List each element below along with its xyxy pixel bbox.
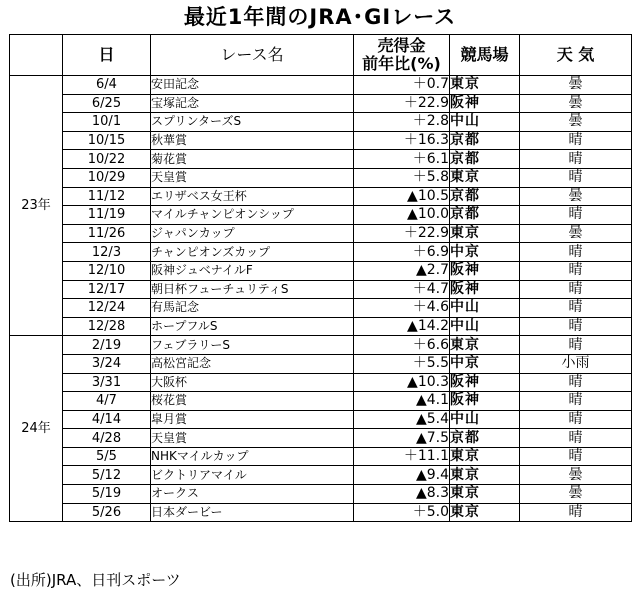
cell-venue: 中京: [450, 243, 520, 262]
table-row: [10, 94, 632, 113]
cell-venue: 東京: [450, 76, 520, 95]
cell-venue: 東京: [450, 503, 520, 522]
cell-race-name: 天皇賞: [151, 429, 354, 448]
cell-weather: 晴: [520, 131, 632, 150]
cell-weather: 曇: [520, 485, 632, 504]
cell-weather: 晴: [520, 410, 632, 429]
cell-date: 11/19: [63, 206, 151, 225]
cell-weather: 晴: [520, 261, 632, 280]
cell-venue: 京都: [450, 206, 520, 225]
cell-venue: 京都: [450, 429, 520, 448]
table-row: [10, 243, 632, 262]
table-row: [10, 429, 632, 448]
cell-sales-yoy: ▲10.5: [354, 187, 450, 206]
cell-race-name: 皐月賞: [151, 410, 354, 429]
cell-venue: 阪神: [450, 94, 520, 113]
cell-race-name: 秋華賞: [151, 131, 354, 150]
header-row: [10, 35, 632, 76]
cell-venue: 東京: [450, 168, 520, 187]
cell-venue: 東京: [450, 485, 520, 504]
cell-race-name: ホープフルS: [151, 317, 354, 336]
cell-date: 11/26: [63, 224, 151, 243]
table-row: [10, 261, 632, 280]
cell-date: 5/26: [63, 503, 151, 522]
cell-sales-yoy: ▲14.2: [354, 317, 450, 336]
cell-sales-yoy: ＋0.7: [354, 76, 450, 95]
cell-date: 3/31: [63, 373, 151, 392]
cell-weather: 曇: [520, 187, 632, 206]
cell-venue: 中山: [450, 113, 520, 132]
cell-race-name: 桜花賞: [151, 392, 354, 411]
cell-sales-yoy: ＋5.0: [354, 503, 450, 522]
cell-weather: 晴: [520, 447, 632, 466]
cell-race-name: チャンピオンズカップ: [151, 243, 354, 262]
header-venue: 競馬場: [450, 35, 520, 76]
cell-race-name: 有馬記念: [151, 299, 354, 318]
table-row: [10, 410, 632, 429]
cell-race-name: マイルチャンピオンシップ: [151, 206, 354, 225]
cell-sales-yoy: ＋4.6: [354, 299, 450, 318]
cell-race-name: ビクトリアマイル: [151, 466, 354, 485]
cell-race-name: スプリンターズS: [151, 113, 354, 132]
cell-date: 12/3: [63, 243, 151, 262]
cell-date: 12/17: [63, 280, 151, 299]
cell-weather: 曇: [520, 94, 632, 113]
table-row: [10, 113, 632, 132]
cell-date: 4/28: [63, 429, 151, 448]
cell-weather: 晴: [520, 392, 632, 411]
cell-date: 12/10: [63, 261, 151, 280]
cell-race-name: エリザベス女王杯: [151, 187, 354, 206]
table-row: [10, 503, 632, 522]
source-note: (出所)JRA、日刊スポーツ: [10, 571, 181, 589]
cell-venue: 京都: [450, 187, 520, 206]
header-sales-line2: 前年比(%): [362, 54, 441, 73]
cell-date: 2/19: [63, 336, 151, 355]
cell-weather: 曇: [520, 76, 632, 95]
cell-venue: 東京: [450, 447, 520, 466]
table-row: [10, 392, 632, 411]
cell-date: 3/24: [63, 354, 151, 373]
cell-venue: 阪神: [450, 392, 520, 411]
cell-weather: 曇: [520, 224, 632, 243]
cell-venue: 中山: [450, 317, 520, 336]
cell-venue: 阪神: [450, 261, 520, 280]
cell-venue: 京都: [450, 131, 520, 150]
year-group-label: 23年: [10, 76, 63, 336]
cell-weather: 晴: [520, 503, 632, 522]
cell-sales-yoy: ＋5.5: [354, 354, 450, 373]
table-row: [10, 168, 632, 187]
table-row: [10, 131, 632, 150]
table-row: [10, 206, 632, 225]
cell-race-name: 高松宮記念: [151, 354, 354, 373]
cell-weather: 晴: [520, 373, 632, 392]
cell-weather: 晴: [520, 280, 632, 299]
cell-sales-yoy: ＋5.8: [354, 168, 450, 187]
cell-sales-yoy: ＋6.1: [354, 150, 450, 169]
cell-date: 11/12: [63, 187, 151, 206]
table-row: [10, 224, 632, 243]
cell-sales-yoy: ▲7.5: [354, 429, 450, 448]
cell-race-name: 朝日杯フューチュリティS: [151, 280, 354, 299]
cell-race-name: 大阪杯: [151, 373, 354, 392]
cell-sales-yoy: ＋2.8: [354, 113, 450, 132]
cell-sales-yoy: ▲5.4: [354, 410, 450, 429]
table-row: [10, 299, 632, 318]
table-row: [10, 150, 632, 169]
table-row: [10, 336, 632, 355]
header-weather: 天 気: [520, 35, 632, 76]
header-race-name: レース名: [151, 35, 354, 76]
cell-venue: 中山: [450, 299, 520, 318]
cell-venue: 中山: [450, 410, 520, 429]
cell-sales-yoy: ▲10.3: [354, 373, 450, 392]
table-row: [10, 76, 632, 95]
table-row: [10, 317, 632, 336]
cell-weather: 晴: [520, 206, 632, 225]
cell-weather: 晴: [520, 429, 632, 448]
gi-race-table: [9, 34, 632, 522]
header-sales-line1: 売得金: [377, 36, 426, 55]
cell-sales-yoy: ＋22.9: [354, 94, 450, 113]
cell-venue: 阪神: [450, 280, 520, 299]
cell-weather: 晴: [520, 336, 632, 355]
year-group-label: 24年: [10, 336, 63, 522]
table-row: [10, 466, 632, 485]
cell-date: 4/14: [63, 410, 151, 429]
cell-date: 4/7: [63, 392, 151, 411]
cell-sales-yoy: ▲10.0: [354, 206, 450, 225]
cell-weather: 晴: [520, 243, 632, 262]
cell-race-name: 安田記念: [151, 76, 354, 95]
cell-date: 10/1: [63, 113, 151, 132]
cell-weather: 晴: [520, 150, 632, 169]
cell-sales-yoy: ＋22.9: [354, 224, 450, 243]
cell-weather: 曇: [520, 113, 632, 132]
cell-sales-yoy: ＋6.6: [354, 336, 450, 355]
cell-race-name: 宝塚記念: [151, 94, 354, 113]
cell-date: 10/29: [63, 168, 151, 187]
cell-sales-yoy: ▲8.3: [354, 485, 450, 504]
header-sales-yoy: [354, 35, 450, 76]
cell-sales-yoy: ▲9.4: [354, 466, 450, 485]
cell-sales-yoy: ＋16.3: [354, 131, 450, 150]
cell-date: 5/12: [63, 466, 151, 485]
cell-date: 5/19: [63, 485, 151, 504]
cell-weather: 晴: [520, 299, 632, 318]
cell-race-name: ジャパンカップ: [151, 224, 354, 243]
cell-venue: 京都: [450, 150, 520, 169]
cell-weather: 曇: [520, 466, 632, 485]
table-row: [10, 187, 632, 206]
cell-sales-yoy: ▲2.7: [354, 261, 450, 280]
cell-sales-yoy: ＋4.7: [354, 280, 450, 299]
cell-date: 12/28: [63, 317, 151, 336]
cell-weather: 晴: [520, 317, 632, 336]
cell-venue: 阪神: [450, 373, 520, 392]
table-body: [10, 76, 632, 522]
cell-sales-yoy: ＋6.9: [354, 243, 450, 262]
table-row: [10, 280, 632, 299]
cell-weather: 晴: [520, 168, 632, 187]
table-row: [10, 447, 632, 466]
cell-date: 6/25: [63, 94, 151, 113]
table-row: [10, 373, 632, 392]
cell-date: 6/4: [63, 76, 151, 95]
cell-date: 12/24: [63, 299, 151, 318]
header-date: 日: [63, 35, 151, 76]
cell-date: 5/5: [63, 447, 151, 466]
cell-race-name: 日本ダービー: [151, 503, 354, 522]
cell-venue: 東京: [450, 336, 520, 355]
cell-race-name: NHKマイルカップ: [151, 447, 354, 466]
cell-venue: 中京: [450, 354, 520, 373]
header-era: [10, 35, 63, 76]
table-row: [10, 354, 632, 373]
cell-sales-yoy: ＋11.1: [354, 447, 450, 466]
cell-race-name: 阪神ジュベナイルF: [151, 261, 354, 280]
table-title: 最近1年間のJRA･GⅠレース: [183, 5, 457, 29]
cell-race-name: 天皇賞: [151, 168, 354, 187]
cell-date: 10/15: [63, 131, 151, 150]
cell-race-name: 菊花賞: [151, 150, 354, 169]
cell-venue: 東京: [450, 466, 520, 485]
table-row: [10, 485, 632, 504]
cell-race-name: オークス: [151, 485, 354, 504]
cell-venue: 東京: [450, 224, 520, 243]
cell-weather: 小雨: [520, 354, 632, 373]
cell-sales-yoy: ▲4.1: [354, 392, 450, 411]
cell-date: 10/22: [63, 150, 151, 169]
cell-race-name: フェブラリーS: [151, 336, 354, 355]
